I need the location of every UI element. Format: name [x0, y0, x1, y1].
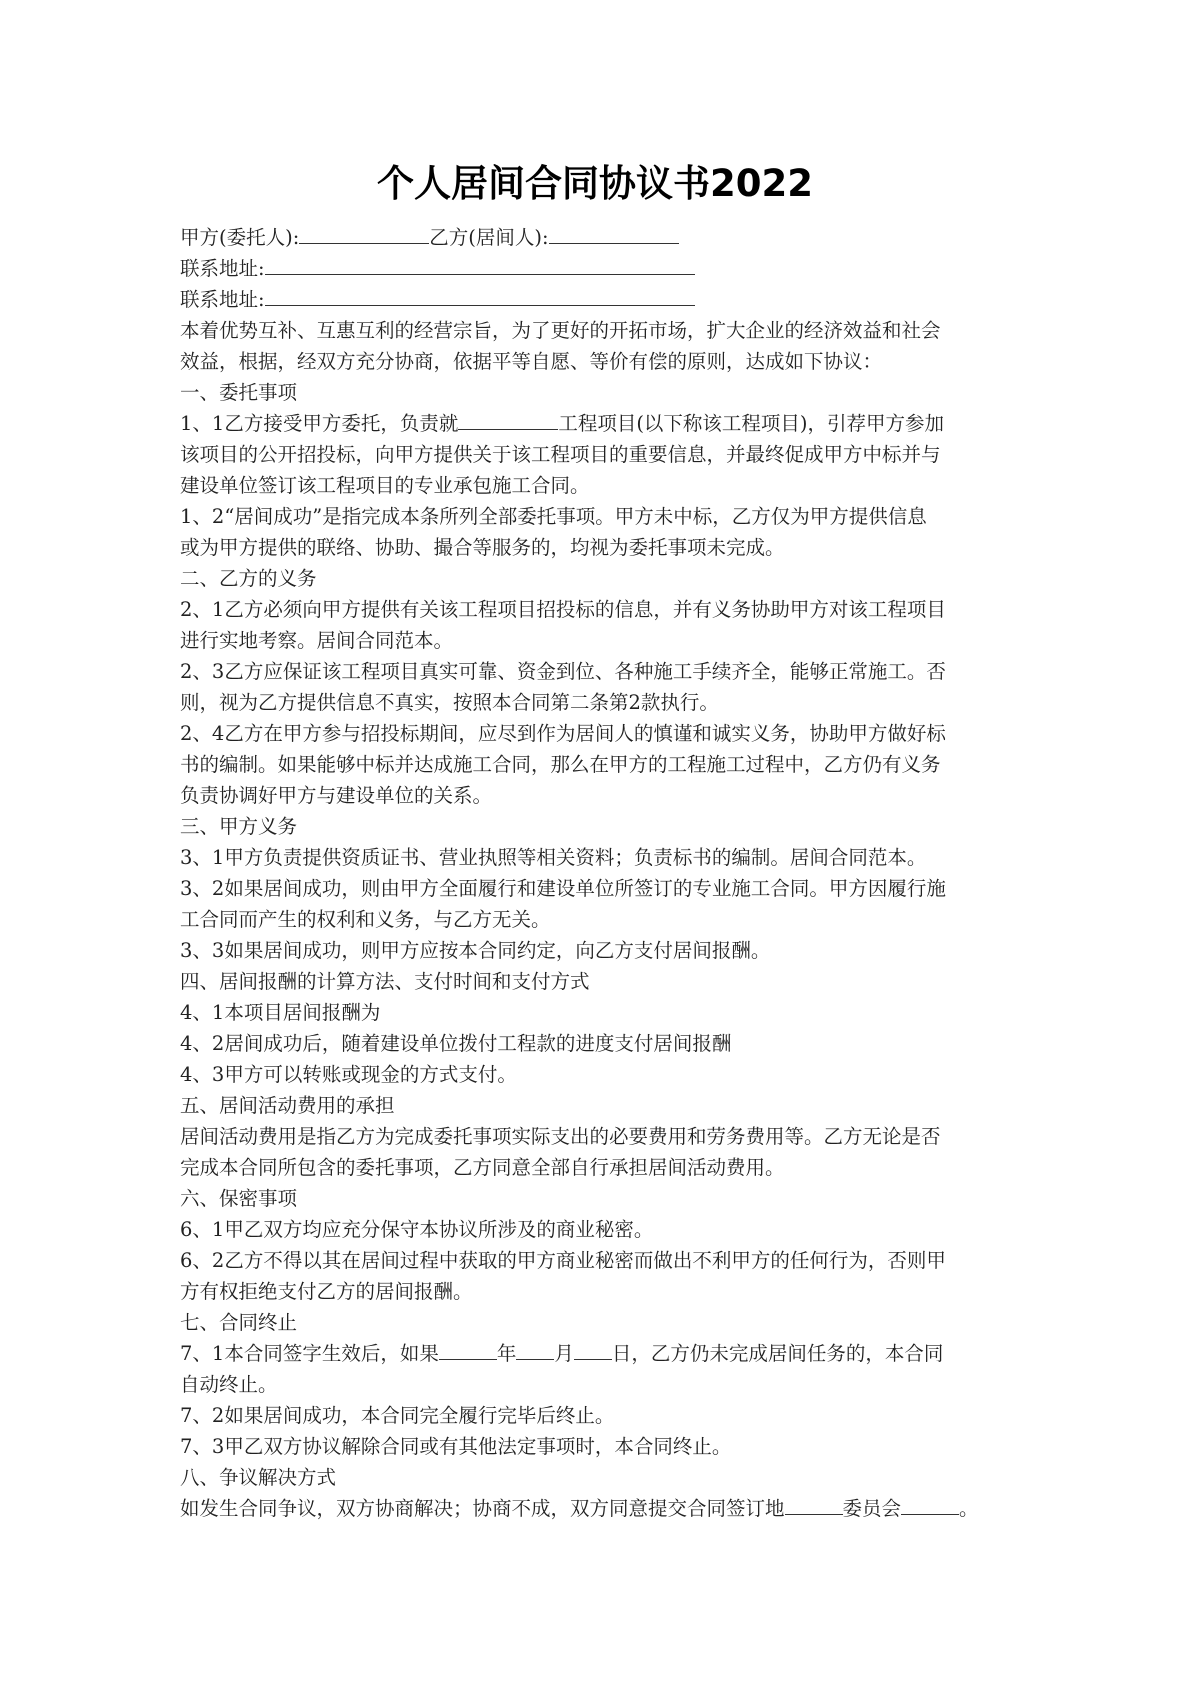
section-2-heading: 二、乙方的义务 — [180, 567, 317, 590]
clause-3-3: 3、3如果居间成功，则甲方应按本合同约定，向乙方支付居间报酬。 — [180, 939, 771, 962]
address-blank-1 — [265, 254, 695, 275]
clause-1-1-line-1 — [180, 408, 1020, 439]
clause-1-1-text-post: 工程项目(以下称该工程项目)，引荐甲方参加 — [558, 412, 945, 435]
address-line-1 — [180, 253, 1020, 284]
clause-8-line-1 — [180, 1493, 1020, 1524]
month-blank — [516, 1339, 554, 1360]
section-3-heading: 三、甲方义务 — [180, 815, 298, 838]
day-blank — [574, 1339, 612, 1360]
clause-1-2-line-2: 或为甲方提供的联络、协助、撮合等服务的，均视为委托事项未完成。 — [180, 536, 785, 559]
month-label: 月 — [554, 1342, 574, 1365]
clause-2-4-line-1: 2、4乙方在甲方参与招投标期间，应尽到作为居间人的慎谨和诚实义务，协助甲方做好标 — [180, 722, 946, 745]
clause-8-text-pre: 如发生合同争议，双方协商解决；协商不成，双方同意提交合同签订地 — [180, 1497, 785, 1520]
address-label-2: 联系地址: — [180, 288, 265, 311]
party-a-blank — [299, 223, 429, 244]
party-a-label: 甲方(委托人): — [180, 226, 300, 249]
preamble-line-1: 本着优势互补、互惠互利的经营宗旨，为了更好的开拓市场，扩大企业的经济效益和社会 — [180, 319, 941, 342]
clause-2-4-line-3: 负责协调好甲方与建设单位的关系。 — [180, 784, 493, 807]
clause-2-3-line-2: 则，视为乙方提供信息不真实，按照本合同第二条第2款执行。 — [180, 691, 719, 714]
committee-label: 委员会 — [842, 1497, 902, 1520]
clause-7-1-text-post: 日，乙方仍未完成居间任务的，本合同 — [611, 1342, 944, 1365]
clause-1-1-line-2: 该项目的公开招投标，向甲方提供关于该工程项目的重要信息，并最终促成甲方中标并与 — [180, 443, 941, 466]
clause-2-1-line-2: 进行实地考察。居间合同范本。 — [180, 629, 454, 652]
clause-6-2-line-1: 6、2乙方不得以其在居间过程中获取的甲方商业秘密而做出不利甲方的任何行为，否则甲 — [180, 1249, 946, 1272]
address-line-2 — [180, 284, 1020, 315]
clause-8-end-punct: 。 — [959, 1497, 979, 1520]
clause-2-1-line-1: 2、1乙方必须向甲方提供有关该工程项目招投标的信息，并有义务协助甲方对该工程项目 — [180, 598, 946, 621]
arbitration-place-blank — [785, 1494, 843, 1515]
year-label: 年 — [496, 1342, 517, 1365]
clause-6-2-line-2: 方有权拒绝支付乙方的居间报酬。 — [180, 1280, 473, 1303]
clause-1-1-line-3: 建设单位签订该工程项目的专业承包施工合同。 — [180, 474, 590, 497]
clause-5-line-2: 完成本合同所包含的委托事项，乙方同意全部自行承担居间活动费用。 — [180, 1156, 785, 1179]
clause-5-line-1: 居间活动费用是指乙方为完成委托事项实际支出的必要费用和劳务费用等。乙方无论是否 — [180, 1125, 941, 1148]
section-7-heading: 七、合同终止 — [180, 1311, 298, 1334]
year-blank — [439, 1339, 497, 1360]
clause-4-1: 4、1本项目居间报酬为 — [180, 1001, 381, 1024]
clause-2-3-line-1: 2、3乙方应保证该工程项目真实可靠、资金到位、各种施工手续齐全，能够正常施工。否 — [180, 660, 946, 683]
clause-7-2: 7、2如果居间成功，本合同完全履行完毕后终止。 — [180, 1404, 615, 1427]
clause-4-3: 4、3甲方可以转账或现金的方式支付。 — [180, 1063, 517, 1086]
project-name-blank — [458, 409, 558, 430]
clause-2-4-line-2: 书的编制。如果能够中标并达成施工合同，那么在甲方的工程施工过程中，乙方仍有义务 — [180, 753, 941, 776]
clause-3-1: 3、1甲方负责提供资质证书、营业执照等相关资料；负责标书的编制。居间合同范本。 — [180, 846, 927, 869]
committee-blank — [901, 1494, 959, 1515]
clause-7-3: 7、3甲乙双方协议解除合同或有其他法定事项时，本合同终止。 — [180, 1435, 732, 1458]
clause-3-2-line-2: 工合同而产生的权利和义务，与乙方无关。 — [180, 908, 551, 931]
clause-1-1-text-pre: 1、1乙方接受甲方委托，负责就 — [180, 412, 459, 435]
document-title: 个人居间合同协议书2022 — [377, 162, 813, 205]
section-1-heading: 一、委托事项 — [180, 381, 298, 404]
address-blank-2 — [265, 285, 695, 306]
clause-7-1-text-pre: 7、1本合同签字生效后，如果 — [180, 1342, 439, 1365]
party-b-label: 乙方(居间人): — [429, 226, 549, 249]
clause-7-1-line-1 — [180, 1338, 1020, 1369]
address-label-1: 联系地址: — [180, 257, 265, 280]
clause-7-1-line-2: 自动终止。 — [180, 1373, 278, 1396]
clause-3-2-line-1: 3、2如果居间成功，则由甲方全面履行和建设单位所签订的专业施工合同。甲方因履行施 — [180, 877, 946, 900]
section-8-heading: 八、争议解决方式 — [180, 1466, 337, 1489]
section-5-heading: 五、居间活动费用的承担 — [180, 1094, 395, 1117]
clause-4-2: 4、2居间成功后，随着建设单位拨付工程款的进度支付居间报酬 — [180, 1032, 732, 1055]
clause-1-2-line-1: 1、2“居间成功”是指完成本条所列全部委托事项。甲方未中标，乙方仅为甲方提供信息 — [180, 505, 927, 528]
party-b-blank — [549, 223, 679, 244]
section-4-heading: 四、居间报酬的计算方法、支付时间和支付方式 — [180, 970, 590, 993]
preamble-line-2: 效益，根据，经双方充分协商，依据平等自愿、等价有偿的原则，达成如下协议： — [180, 350, 883, 373]
section-6-heading: 六、保密事项 — [180, 1187, 298, 1210]
document-body — [180, 222, 1020, 1524]
clause-6-1: 6、1甲乙双方均应充分保守本协议所涉及的商业秘密。 — [180, 1218, 654, 1241]
parties-line — [180, 222, 1020, 253]
